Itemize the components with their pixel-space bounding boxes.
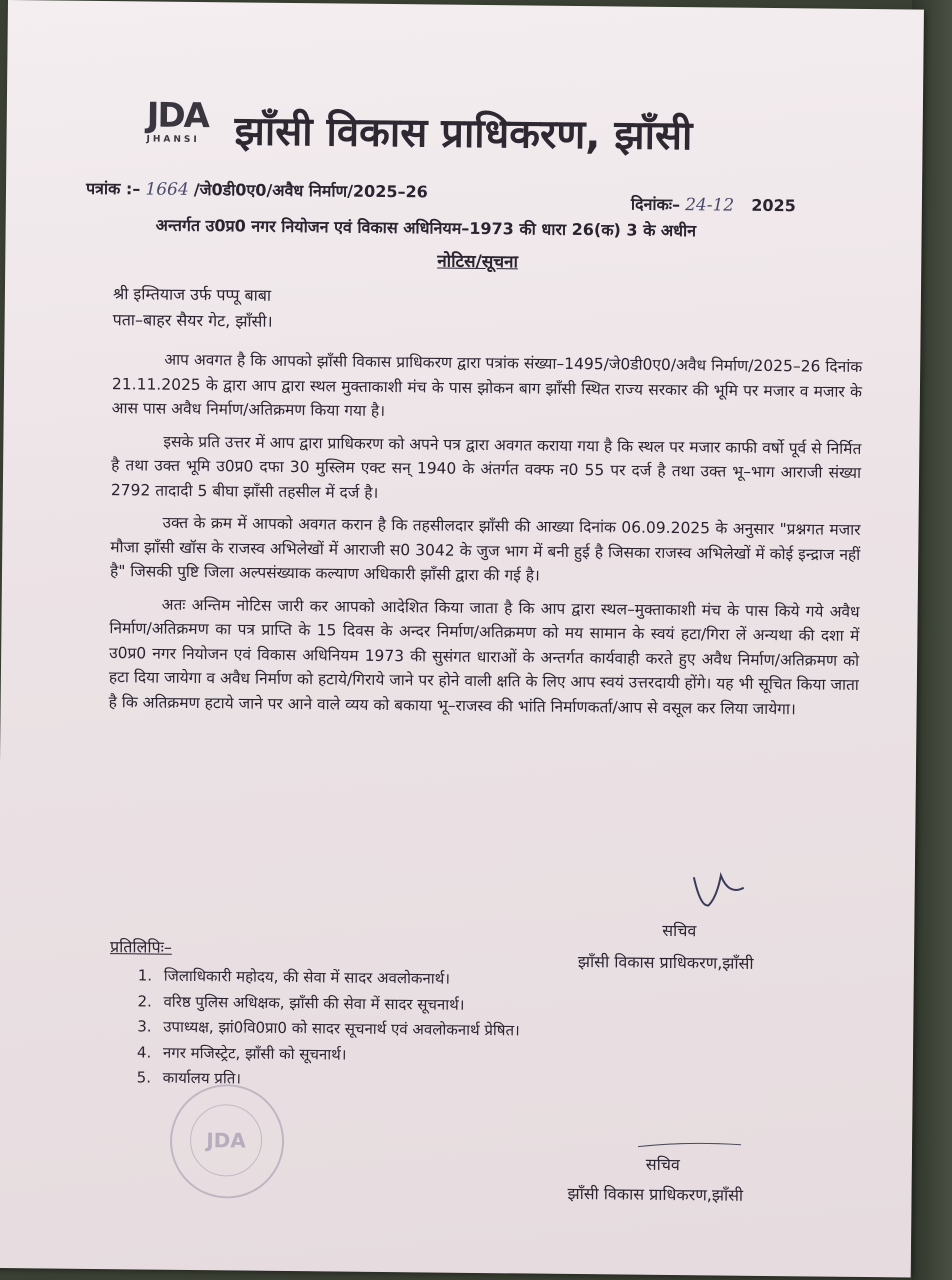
date-label: दिनांकः– — [630, 194, 681, 215]
list-item-text: नगर मजिस्ट्रेट, झाँसी को सूचनार्थ। — [162, 1043, 347, 1064]
notice-title: नोटिस/सूचना — [437, 251, 519, 273]
body-paragraph-1: आप अवगत है कि आपको झाँसी विकास प्राधिकरण द्वारा पत्रांक संख्या–1495/जे0डी0ए0/अवैध निर्माण/2025–26 दिनांक 21.11.2025 के द्वारा आप द्वारा स्थल मुक्ताकाशी मंच के पास झोकन बाग झाँसी स्थित राज्य सरकार की भूमि पर मजार व मजार के आस पास अवैध निर्माण/अतिक्रमण किया गया है। — [111, 350, 863, 420]
signature-org-2: झाँसी विकास प्राधिकरण,झाँसी — [567, 1183, 744, 1205]
signature-title-1: सचिव — [662, 920, 697, 941]
body-paragraph-2: इसके प्रति उत्तर में आप द्वारा प्राधिकरण को अपने पत्र द्वारा अवगत कराया गया है कि स्थल पर मजार काफी वर्षो पूर्व से निर्मित है तथा उक्त भूमि उ0प्र0 दफा 30 मुस्लिम एक्ट सन् 1940 के अंतर्गत वक्फ न0 55 पर दर्ज है तथा उक्त भू–भाग आराजी संख्या 2792 तादादी 5 बीघा झाँसी तहसील में दर्ज है। — [110, 432, 862, 502]
signature-line — [636, 1139, 746, 1152]
list-item-number: 5. — [136, 1068, 152, 1087]
list-item — [138, 963, 521, 993]
signature-scribble — [688, 867, 749, 918]
date-handwritten: 24-12 — [685, 195, 735, 216]
list-item-number: 1. — [137, 966, 153, 985]
copies-list — [137, 963, 521, 1094]
list-item-text: उपाध्यक्ष, झां0वि0प्रा0 को सादर सूचनार्थ एवं अवलोकनार्थ प्रेषित। — [163, 1017, 520, 1040]
list-item-number: 4. — [136, 1042, 152, 1062]
list-item-number: 2. — [137, 991, 152, 1011]
list-item-text: कार्यालय प्रति। — [162, 1068, 242, 1088]
jda-logo — [146, 96, 227, 159]
list-item-number: 3. — [137, 1017, 152, 1036]
ref-code: /जे0डी0ए0/अवैध निर्माण/2025–26 — [193, 179, 428, 202]
ref-label: पत्रांक :– — [85, 178, 141, 199]
organization-title: झाँसी विकास प्राधिकरण, झाँसी — [234, 107, 693, 159]
signature-title-2: सचिव — [645, 1154, 680, 1175]
letterhead — [146, 96, 692, 164]
signature-org-1: झाँसी विकास प्राधिकरण,झाँसी — [577, 952, 754, 973]
list-item — [137, 1014, 520, 1044]
logo-mark: JDA — [146, 95, 209, 137]
body-paragraph-4: अतः अन्तिम नोटिस जारी कर आपको आदेशित किया जाता है कि आप द्वारा स्थल–मुक्ताकाशी मंच के पास किये गये अवैध निर्माण/अतिक्रमण का पत्र प्राप्ति के 15 दिवस के अन्दर निर्माण/अतिक्रमण को मय सामान के स्वयं हटा/गिरा लें अन्यथा की दशा में उ0प्र0 नगर नियोजन एवं विकास अधिनियम 1973 की सुसंगत धाराओं के अन्तर्गत कार्यवाही करते हुए अवैध निर्माण/अतिक्रमण को हटा दिया जायेगा व अवैध निर्माण को हटाये/गिराये जाने पर होने वाली क्षति के लिए आप स्वयं उत्तरदायी होंगे। यह भी सूचित किया जाता है कि अतिक्रमण हटाये जाने पर आने वाले व्यय को बकाया भू–राजस्व की भांति निर्माणकर्ता/आप से वसूल कर लिया जायेगा। — [108, 595, 860, 718]
notice-body — [109, 347, 863, 722]
list-item-text: जिलाधिकारी महोदय, की सेवा में सादर अवलोकनार्थ। — [163, 966, 451, 988]
seal-center: JDA — [190, 1104, 263, 1177]
body-paragraph-3: उक्त के क्रम में आपको अवगत करान है कि तहसीलदार झाँसी की आख्या दिनांक 06.09.2025 के अनुसार "प्रश्नगत मजार मौजा झाँसी खॉस के राजस्व अभिलेखों में आराजी स0 3042 के जुज भाग में बनी हुई है जिसका राजस्व अभिलेखों में कोई इन्द्राज नहीं है" जिसकी पुष्टि जिला अल्पसंख्याक कल्याण अधिकारी झाँसी द्वारा की गई है। — [109, 513, 861, 585]
office-seal-stamp — [169, 1084, 284, 1199]
date-year: 2025 — [751, 195, 796, 216]
ref-number-handwritten: 1664 — [145, 179, 189, 200]
date-line — [631, 193, 796, 217]
reference-line — [86, 177, 428, 203]
addressee-address: पता–बाहर सैयर गेट, झाँसी। — [112, 310, 273, 331]
list-item — [137, 989, 520, 1019]
subject-line: अन्तर्गत उ0प्र0 नगर नियोजन एवं विकास अधिनियम–1973 की धारा 26(क) 3 के अधीन — [155, 215, 697, 241]
list-item — [137, 1065, 520, 1095]
logo-subtext: JHANSI — [146, 134, 200, 146]
list-item — [137, 1040, 520, 1070]
list-item-text: वरिष्ठ पुलिस अधिक्षक, झाँसी की सेवा में सादर सूचनार्थ। — [163, 992, 465, 1014]
copies-label: प्रतिलिपिः– — [109, 937, 173, 957]
addressee-name: श्री इम्तियाज उर्फ पप्पू बाबा — [112, 284, 272, 305]
